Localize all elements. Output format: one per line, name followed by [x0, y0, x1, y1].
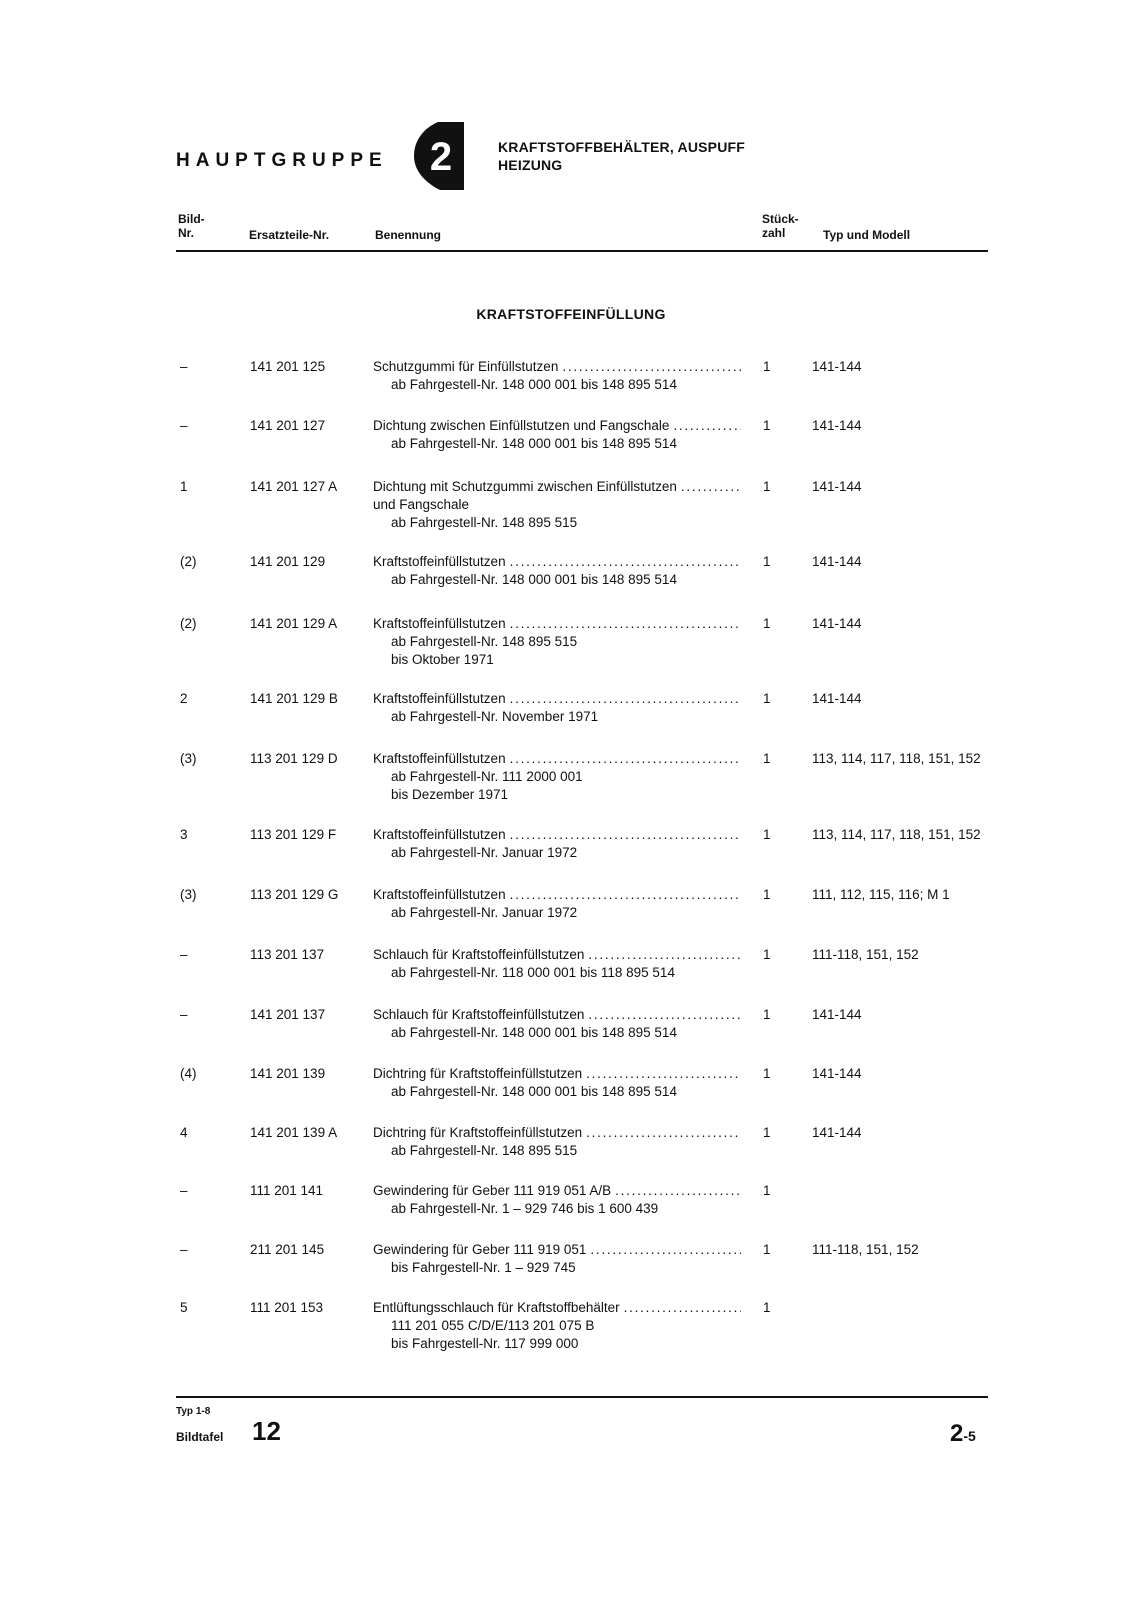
- col-header-typ: Typ und Modell: [823, 228, 911, 242]
- row-bild-nr: –: [180, 359, 188, 374]
- col-header-stueck-line2: zahl: [762, 226, 786, 240]
- row-description-detail: ab Fahrgestell-Nr. 148 895 515: [391, 1143, 578, 1158]
- row-description-text: Entlüftungsschlauch für Kraftstoffbehälter: [373, 1300, 620, 1315]
- row-bild-nr: (2): [180, 616, 197, 631]
- row-description-detail: bis Dezember 1971: [391, 787, 509, 802]
- row-type-model: 111, 112, 115, 116; M 1: [812, 887, 950, 902]
- leader-dots: [510, 690, 741, 708]
- row-description-text: Schlauch für Kraftstoffeinfüllstutzen: [373, 1007, 585, 1022]
- leader-dots: [510, 826, 741, 844]
- row-description-detail: ab Fahrgestell-Nr. 148 000 001 bis 148 895 514: [391, 436, 677, 451]
- row-description-title: [373, 1006, 741, 1024]
- row-bild-nr: (4): [180, 1066, 197, 1081]
- row-part-number: 111 201 141: [250, 1183, 324, 1198]
- row-description-detail: ab Fahrgestell-Nr. 148 000 001 bis 148 895 514: [391, 1084, 677, 1099]
- row-quantity: 1: [763, 691, 771, 706]
- leader-dots: [586, 1124, 741, 1142]
- row-description-title: [373, 886, 741, 904]
- row-type-model: 141-144: [812, 359, 862, 374]
- row-description-title: [373, 946, 741, 964]
- row-description-detail: bis Fahrgestell-Nr. 1 – 929 745: [391, 1260, 576, 1275]
- row-description-title: [373, 478, 741, 496]
- row-description-text: Dichtring für Kraftstoffeinfüllstutzen: [373, 1125, 583, 1140]
- row-quantity: 1: [763, 418, 771, 433]
- leader-dots: [586, 1065, 741, 1083]
- row-description-title: [373, 750, 741, 768]
- row-quantity: 1: [763, 1300, 771, 1315]
- row-description-detail: ab Fahrgestell-Nr. Januar 1972: [391, 905, 578, 920]
- row-quantity: 1: [763, 1242, 771, 1257]
- row-description-detail: ab Fahrgestell-Nr. 148 000 001 bis 148 895 514: [391, 377, 677, 392]
- row-part-number: 141 201 125: [250, 359, 326, 374]
- col-header-ersatzteile: Ersatzteile-Nr.: [249, 228, 330, 242]
- row-description: [373, 1124, 741, 1160]
- row-part-number: 141 201 129 A: [250, 616, 338, 631]
- row-quantity: 1: [763, 827, 771, 842]
- leader-dots: [588, 1006, 741, 1024]
- row-description: [373, 826, 741, 862]
- row-quantity: 1: [763, 1066, 771, 1081]
- footer-bildtafel-label: Bildtafel: [176, 1430, 224, 1444]
- leader-dots: [562, 358, 741, 376]
- row-description-detail: 111 201 055 C/D/E/113 201 075 B: [391, 1318, 595, 1333]
- row-description: [373, 1065, 741, 1101]
- leader-dots: [624, 1299, 741, 1317]
- row-part-number: 111 201 153: [250, 1300, 324, 1315]
- group-title-line2: HEIZUNG: [498, 157, 563, 173]
- row-part-number: 141 201 129: [250, 554, 326, 569]
- row-bild-nr: 4: [180, 1125, 188, 1140]
- row-part-number: 141 201 129 B: [250, 691, 338, 706]
- col-header-stueckzahl: [762, 212, 799, 240]
- row-description-title: [373, 1241, 741, 1259]
- footer-bildtafel-number: 12: [252, 1416, 281, 1446]
- row-quantity: 1: [763, 1183, 771, 1198]
- row-description-text: Schutzgummi für Einfüllstutzen: [373, 359, 559, 374]
- row-type-model: 141-144: [812, 1125, 862, 1140]
- row-description-continuation: und Fangschale: [373, 497, 470, 512]
- row-bild-nr: 1: [180, 479, 188, 494]
- row-description-detail: ab Fahrgestell-Nr. 148 000 001 bis 148 895 514: [391, 1025, 677, 1040]
- leader-dots: [590, 1241, 741, 1259]
- page-number-minor: -5: [963, 1428, 976, 1444]
- row-type-model: 141-144: [812, 1066, 862, 1081]
- row-type-model: 113, 114, 117, 118, 151, 152: [812, 827, 981, 842]
- row-description-title: [373, 1182, 741, 1200]
- row-quantity: 1: [763, 554, 771, 569]
- row-bild-nr: –: [180, 1242, 188, 1257]
- row-quantity: 1: [763, 616, 771, 631]
- row-description: [373, 750, 741, 804]
- row-quantity: 1: [763, 479, 771, 494]
- row-description-text: Gewindering für Geber 111 919 051: [373, 1242, 587, 1257]
- group-label: HAUPTGRUPPE: [176, 150, 388, 171]
- row-part-number: 113 201 129 D: [250, 751, 338, 766]
- row-description-text: Schlauch für Kraftstoffeinfüllstutzen: [373, 947, 585, 962]
- section-title: KRAFTSTOFFEINFÜLLUNG: [476, 306, 666, 322]
- row-bild-nr: –: [180, 1183, 188, 1198]
- row-description-text: Kraftstoffeinfüllstutzen: [373, 616, 506, 631]
- row-description: [373, 358, 741, 394]
- row-quantity: 1: [763, 751, 771, 766]
- row-description-detail: bis Fahrgestell-Nr. 117 999 000: [391, 1336, 579, 1351]
- row-description-text: Dichtung mit Schutzgummi zwischen Einfüllstutzen: [373, 479, 677, 494]
- page-number-major: 2: [950, 1420, 964, 1447]
- row-description-text: Kraftstoffeinfüllstutzen: [373, 887, 506, 902]
- row-description: [373, 553, 741, 589]
- leader-dots: [510, 750, 741, 768]
- row-type-model: 141-144: [812, 479, 862, 494]
- row-bild-nr: –: [180, 947, 188, 962]
- col-header-bild-line2: Nr.: [178, 226, 195, 240]
- leader-dots: [681, 478, 741, 496]
- row-description-text: Kraftstoffeinfüllstutzen: [373, 827, 506, 842]
- row-type-model: 113, 114, 117, 118, 151, 152: [812, 751, 981, 766]
- row-bild-nr: 5: [180, 1300, 188, 1315]
- group-badge-shape: [414, 122, 464, 190]
- row-bild-nr: (3): [180, 751, 197, 766]
- row-description-detail: ab Fahrgestell-Nr. 148 895 515: [391, 634, 578, 649]
- footer-typ: Typ 1-8: [176, 1406, 211, 1417]
- row-part-number: 141 201 127: [250, 418, 326, 433]
- row-description: [373, 1006, 741, 1042]
- row-description-title: [373, 826, 741, 844]
- leader-dots: [615, 1182, 741, 1200]
- row-description: [373, 946, 741, 982]
- row-description-detail: ab Fahrgestell-Nr. 1 – 929 746 bis 1 600 439: [391, 1201, 659, 1216]
- row-description-detail: ab Fahrgestell-Nr. 148 895 515: [391, 515, 578, 530]
- row-description-title: [373, 1299, 741, 1317]
- row-part-number: 141 201 139 A: [250, 1125, 338, 1140]
- col-header-stueck-line1: Stück-: [762, 212, 799, 226]
- group-number-badge: [414, 122, 464, 190]
- row-description-detail: ab Fahrgestell-Nr. Januar 1972: [391, 845, 578, 860]
- row-description: [373, 1299, 741, 1353]
- row-type-model: 141-144: [812, 691, 862, 706]
- row-description: [373, 478, 741, 532]
- row-description-text: Kraftstoffeinfüllstutzen: [373, 554, 506, 569]
- row-quantity: 1: [763, 1125, 771, 1140]
- row-description-title: [373, 358, 741, 376]
- row-description-title: [373, 553, 741, 571]
- leader-dots: [510, 553, 741, 571]
- row-description-detail: ab Fahrgestell-Nr. November 1971: [391, 709, 599, 724]
- row-description-title: [373, 1124, 741, 1142]
- row-description: [373, 1182, 741, 1218]
- row-description-text: Dichtring für Kraftstoffeinfüllstutzen: [373, 1066, 583, 1081]
- row-description: [373, 886, 741, 922]
- row-part-number: 113 201 129 F: [250, 827, 337, 842]
- header-rule: [176, 250, 988, 252]
- row-description: [373, 1241, 741, 1277]
- row-bild-nr: –: [180, 418, 188, 433]
- leader-dots: [510, 615, 741, 633]
- row-description-text: Kraftstoffeinfüllstutzen: [373, 691, 506, 706]
- row-part-number: 113 201 137: [250, 947, 325, 962]
- row-quantity: 1: [763, 887, 771, 902]
- row-type-model: 141-144: [812, 554, 862, 569]
- footer-rule: [176, 1396, 988, 1398]
- row-type-model: 111-118, 151, 152: [812, 947, 919, 962]
- row-description-title: [373, 417, 741, 435]
- row-type-model: 141-144: [812, 1007, 862, 1022]
- row-description-detail: ab Fahrgestell-Nr. 148 000 001 bis 148 895 514: [391, 572, 677, 587]
- leader-dots: [588, 946, 741, 964]
- page-number: [950, 1420, 976, 1448]
- row-bild-nr: 3: [180, 827, 188, 842]
- row-description-detail: bis Oktober 1971: [391, 652, 494, 667]
- row-part-number: 211 201 145: [250, 1242, 325, 1257]
- row-description: [373, 417, 741, 453]
- row-quantity: 1: [763, 947, 771, 962]
- col-header-benennung: Benennung: [375, 228, 441, 242]
- row-description-title: [373, 615, 741, 633]
- row-description-text: Dichtung zwischen Einfüllstutzen und Fangschale: [373, 418, 670, 433]
- row-bild-nr: (2): [180, 554, 197, 569]
- col-header-bild: [178, 212, 205, 240]
- row-part-number: 141 201 137: [250, 1007, 326, 1022]
- row-quantity: 1: [763, 359, 771, 374]
- row-bild-nr: 2: [180, 691, 188, 706]
- row-description: [373, 615, 741, 669]
- leader-dots: [673, 417, 741, 435]
- group-number: 2: [429, 135, 453, 179]
- row-bild-nr: –: [180, 1007, 188, 1022]
- row-part-number: 141 201 139: [250, 1066, 326, 1081]
- row-type-model: 141-144: [812, 418, 862, 433]
- row-description-title: [373, 690, 741, 708]
- row-part-number: 141 201 127 A: [250, 479, 338, 494]
- row-description-detail: ab Fahrgestell-Nr. 111 2000 001: [391, 769, 583, 784]
- row-description-detail: ab Fahrgestell-Nr. 118 000 001 bis 118 895 514: [391, 965, 675, 980]
- row-type-model: 111-118, 151, 152: [812, 1242, 919, 1257]
- row-description-title: [373, 1065, 741, 1083]
- group-title: [498, 138, 745, 174]
- group-title-line1: KRAFTSTOFFBEHÄLTER, AUSPUFF: [498, 139, 746, 155]
- row-part-number: 113 201 129 G: [250, 887, 339, 902]
- col-header-bild-line1: Bild-: [178, 212, 205, 226]
- row-type-model: 141-144: [812, 616, 862, 631]
- row-quantity: 1: [763, 1007, 771, 1022]
- row-description-text: Kraftstoffeinfüllstutzen: [373, 751, 506, 766]
- row-description-text: Gewindering für Geber 111 919 051 A/B: [373, 1183, 612, 1198]
- leader-dots: [510, 886, 741, 904]
- row-description: [373, 690, 741, 726]
- row-bild-nr: (3): [180, 887, 197, 902]
